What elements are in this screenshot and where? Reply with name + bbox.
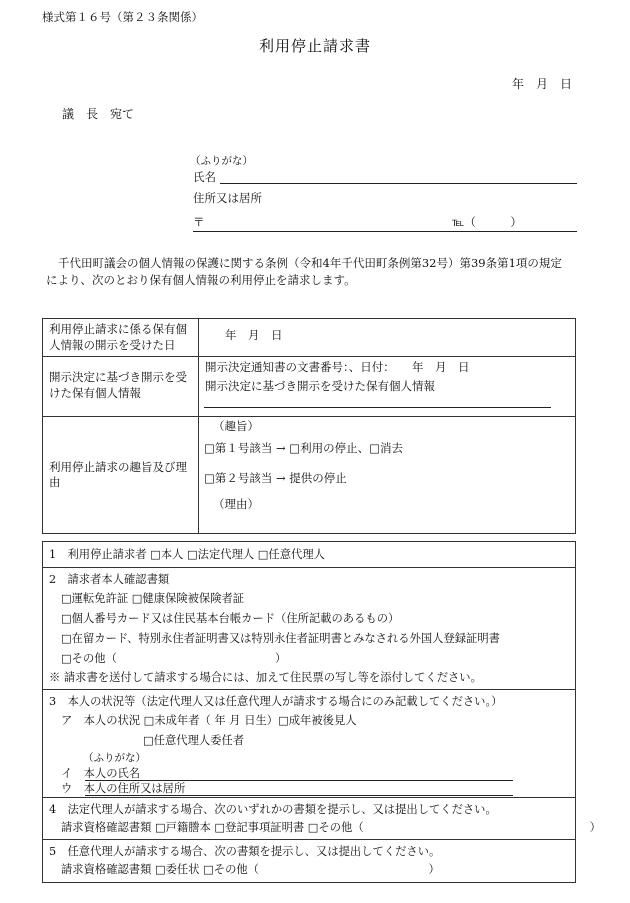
disclosed-info-field[interactable] xyxy=(199,357,576,417)
disclosure-date-label xyxy=(43,319,199,357)
principal-status-option-delegator[interactable]: □任意代理人委任者 xyxy=(143,734,245,747)
requester-info-table xyxy=(42,541,601,883)
id-documents-title: 2 請求者本人確認書類 xyxy=(49,573,170,586)
reason-heading: （理由） xyxy=(213,497,259,512)
legal-agent-docs-title: 4 法定代理人が請求する場合、次のいずれかの書類を提示し、又は提出してください。 xyxy=(49,803,497,816)
section-legal-agent-docs xyxy=(43,798,601,840)
purpose-reason-label xyxy=(43,417,199,534)
requester-type-options[interactable]: 1 利用停止請求者 □本人 □法定代理人 □任意代理人 xyxy=(49,548,325,561)
disclosed-info-line: 開示決定に基づき開示を受けた保有個人情報 xyxy=(205,378,435,393)
id-doc-option-1[interactable]: □運転免許証 □健康保険被保険者証 xyxy=(61,592,245,605)
id-doc-option-3[interactable]: □在留カード、特別永住者証明書又は特別永住者証明書とみなされる外国人登録証明書 xyxy=(61,632,500,645)
principal-address-line[interactable] xyxy=(85,795,513,796)
voluntary-agent-docs-title: 5 任意代理人が請求する場合、次の書類を提示し、又は提出してください。 xyxy=(49,845,441,858)
label-line: けた保有個人情報 xyxy=(49,385,141,400)
name-label: 氏名 xyxy=(193,170,216,184)
furigana-label: （ふりがな） xyxy=(190,155,253,167)
label-line: 利用停止請求の趣旨及び理 xyxy=(49,459,187,474)
principal-name-label: イ 本人の氏名 xyxy=(61,767,141,780)
intro-line-1: 千代田町議会の個人情報の保護に関する条例（令和4年千代田町条例第32号）第39条第1項の規定 xyxy=(58,256,562,270)
label-line: 人情報の開示を受けた日 xyxy=(49,337,176,352)
section-voluntary-agent-docs xyxy=(43,840,575,882)
label-line: 開示決定に基づき開示を受 xyxy=(49,370,187,385)
principal-furigana-label: （ふりがな） xyxy=(83,752,146,764)
legal-agent-docs-options[interactable]: 請求資格確認書類 □戸籍謄本 □登記事項証明書 □その他（ ） xyxy=(61,821,601,834)
id-documents-note: ※ 請求書を送付して請求する場合には、加えて住民票の写し等を添付してください。 xyxy=(49,671,482,684)
voluntary-agent-docs-options[interactable]: 請求資格確認書類 □委任状 □その他（ ） xyxy=(61,863,440,876)
disclosed-info-underline xyxy=(204,407,551,408)
item2-checkbox-line[interactable]: □第２号該当 → 提供の停止 xyxy=(204,471,347,486)
item1-checkbox-line[interactable]: □第１号該当 → □利用の停止、□消去 xyxy=(204,441,404,456)
name-field-line[interactable] xyxy=(220,183,577,184)
purpose-heading: （趣旨） xyxy=(213,419,259,434)
section-principal-status xyxy=(43,690,575,798)
tel-label: ℡（ ） xyxy=(452,215,522,229)
label-line: 由 xyxy=(49,475,61,490)
request-detail-table xyxy=(42,318,576,534)
page-title: 利用停止請求書 xyxy=(258,37,371,55)
address-label: 住所又は居所 xyxy=(193,191,262,205)
section-id-documents xyxy=(43,568,575,690)
principal-status-title: 3 本人の状況等（法定代理人又は任意代理人が請求する場合にのみ記載してください。） xyxy=(49,695,503,708)
address-field-line[interactable] xyxy=(193,231,577,232)
table-row xyxy=(43,417,576,534)
disclosure-date-field[interactable] xyxy=(199,319,576,357)
principal-status-options[interactable]: ア 本人の状況 □未成年者（ 年 月 日生）□成年被後見人 xyxy=(61,714,357,727)
intro-line-2: により、次のとおり保有個人情報の利用停止を請求します。 xyxy=(46,273,356,287)
purpose-reason-field[interactable] xyxy=(199,417,576,534)
disclosed-info-label xyxy=(43,357,199,417)
label-line: 利用停止請求に係る保有個 xyxy=(49,322,187,336)
id-doc-option-other[interactable]: □その他（ ） xyxy=(61,652,287,665)
addressee: 議 長 宛て xyxy=(62,107,135,121)
principal-address-label: ウ 本人の住所又は居所 xyxy=(61,782,186,795)
postal-mark: 〒 xyxy=(193,215,205,229)
notice-number-line: 開示決定通知書の文書番号：、日付： 年 月 日 xyxy=(205,360,470,375)
date-line: 年 月 日 xyxy=(512,77,573,91)
id-doc-option-2[interactable]: □個人番号カード又は住民基本台帳カード（住所記載のあるもの） xyxy=(61,612,400,625)
table-row xyxy=(43,319,576,357)
form-number: 様式第１６号（第２３条関係） xyxy=(42,10,203,24)
table-row xyxy=(43,357,576,417)
section-requester-type xyxy=(43,542,575,568)
date-value: 年 月 日 xyxy=(225,328,283,342)
